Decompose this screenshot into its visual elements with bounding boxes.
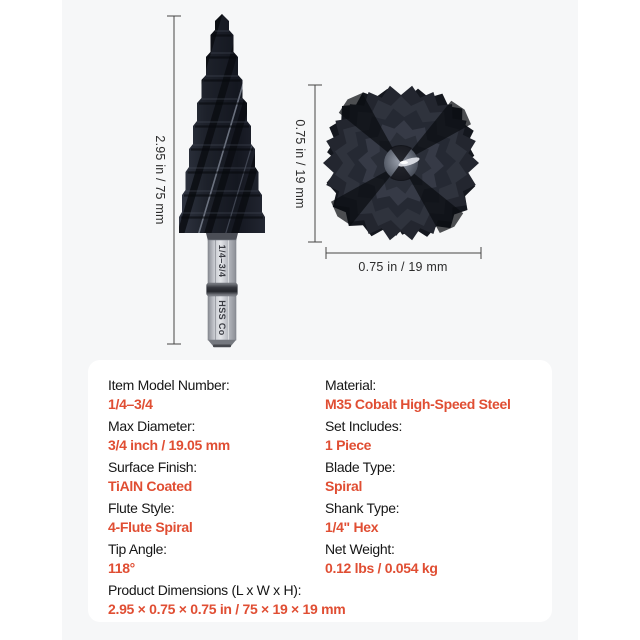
spec-label: Tip Angle:: [108, 541, 167, 557]
spec-value: 1/4" Hex: [325, 519, 379, 535]
spec-item-material: [325, 376, 532, 414]
shank-size-marking: 1/4–3/4: [217, 244, 227, 278]
spec-value: 0.12 lbs / 0.054 kg: [325, 560, 438, 576]
spec-item-product-dimensions: [108, 581, 532, 619]
spec-label: Shank Type:: [325, 500, 400, 516]
spec-value: 1 Piece: [325, 437, 372, 453]
spec-item-shank-type: [325, 499, 532, 537]
spec-label: Surface Finish:: [108, 459, 197, 475]
spec-item-surface-finish: [108, 458, 325, 496]
top-view-figure: [293, 85, 481, 274]
spec-value: TiAlN Coated: [108, 478, 193, 494]
spec-value: 118°: [108, 560, 135, 576]
spec-card: [88, 360, 552, 622]
spec-label: Flute Style:: [108, 500, 175, 516]
spec-item-blade-type: [325, 458, 532, 496]
spec-label: Product Dimensions (L x W x H):: [108, 582, 302, 598]
shank-material-marking: HSS Co: [217, 300, 227, 336]
spec-value: M35 Cobalt High-Speed Steel: [325, 396, 511, 412]
side-height-label: 2.95 in / 75 mm: [153, 135, 167, 225]
spec-label: Net Weight:: [325, 541, 395, 557]
spec-item-tip-angle: [108, 540, 325, 578]
spec-item-set-includes: [325, 417, 532, 455]
spec-value: 3/4 inch / 19.05 mm: [108, 437, 230, 453]
spec-label: Item Model Number:: [108, 377, 230, 393]
side-view-figure: [131, 0, 307, 347]
hex-shank: [206, 233, 238, 347]
shank-groove: [207, 283, 238, 296]
spec-item-model-number: [108, 376, 325, 414]
spec-value: 4-Flute Spiral: [108, 519, 193, 535]
spec-label: Max Diameter:: [108, 418, 196, 434]
step-drill-bit-top-view: [323, 86, 479, 240]
height-dimension-line: [167, 16, 181, 344]
spec-value: 2.95 × 0.75 × 0.75 in / 75 × 19 × 19 mm: [108, 601, 346, 617]
spec-item-net-weight: [325, 540, 532, 578]
spec-value: Spiral: [325, 478, 363, 494]
top-view-width-dimension-line: [326, 247, 481, 259]
top-view-width-label: 0.75 in / 19 mm: [358, 260, 448, 274]
top-view-height-dimension-line: [308, 85, 322, 242]
spec-item-flute-style: [108, 499, 325, 537]
spec-label: Material:: [325, 377, 376, 393]
top-view-height-label: 0.75 in / 19 mm: [293, 119, 307, 209]
spec-label: Blade Type:: [325, 459, 396, 475]
spec-label: Set Includes:: [325, 418, 403, 434]
spec-item-max-diameter: [108, 417, 325, 455]
spec-value: 1/4–3/4: [108, 396, 153, 412]
